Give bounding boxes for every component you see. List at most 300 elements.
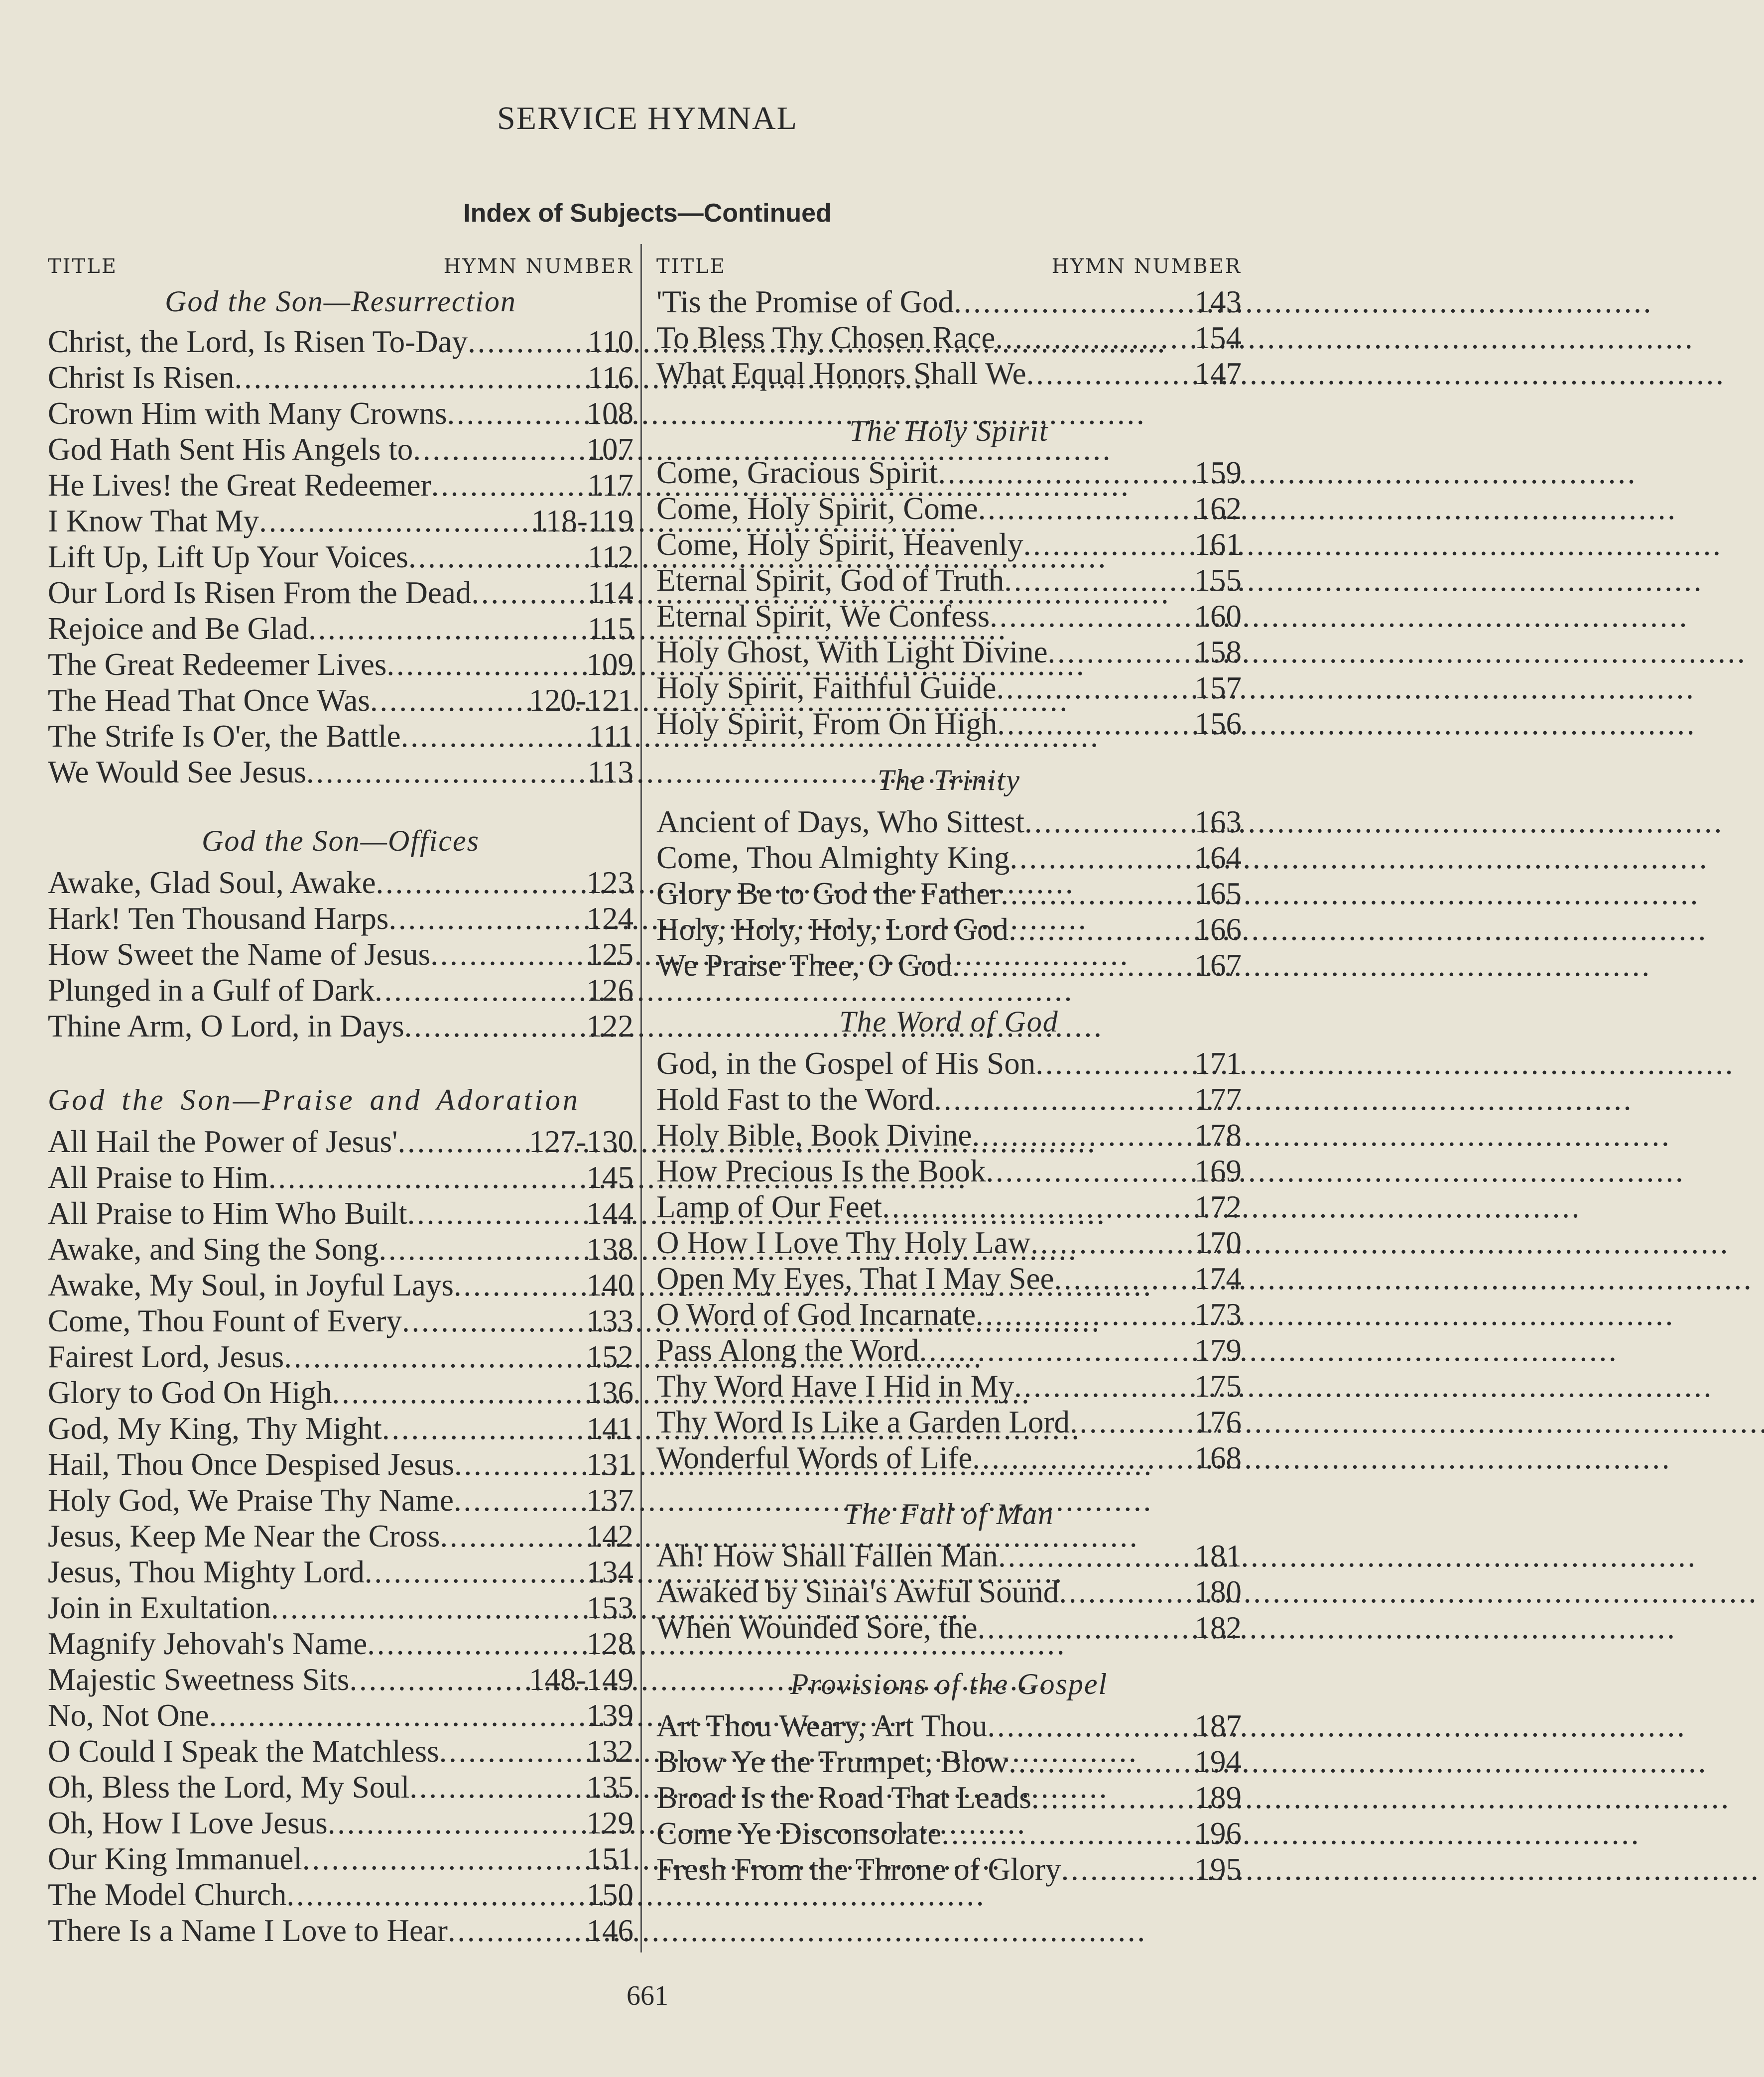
hymn-number: 137 [586,1483,633,1518]
index-entry [656,804,1242,840]
entry-title: Blow Ye the Trumpet, Blow [656,1744,1009,1779]
hymn-number: 180 [1194,1574,1242,1609]
index-entry [48,1590,633,1626]
hymn-number: 110 [587,324,633,359]
index-entry [656,947,1242,983]
hymn-number: 138 [586,1232,633,1267]
leader-dots [997,706,1194,742]
index-entry [48,1913,633,1948]
entry-title: God, My King, Thy Might [48,1411,382,1446]
index-entry [48,936,633,972]
hymn-number: 123 [586,865,633,900]
leader-dots [1054,1261,1194,1297]
hymn-number: 189 [1194,1780,1242,1815]
section-title: The Trinity [877,764,1021,796]
index-entry [48,1160,633,1195]
leader-dots [268,1160,587,1195]
leader-dots [972,1440,1194,1476]
entry-title: Holy Bible, Book Divine [656,1118,972,1153]
entry-title: Holy God, We Praise Thy Name [48,1483,454,1518]
section-title: God the Son—Resurrection [165,285,516,318]
leader-dots [448,1913,587,1948]
index-entry [656,1404,1242,1440]
hymn-number: 148-149 [529,1662,633,1697]
index-entry [48,1339,633,1375]
index-entry [48,575,633,611]
index-entry [656,455,1242,491]
leader-dots [454,1267,587,1303]
leader-dots [404,1008,587,1044]
hymn-number: 166 [1194,912,1242,947]
entry-title: Thy Word Have I Hid in My [656,1369,1014,1404]
index-heading: Index of Subjects—Continued [463,199,832,228]
index-entry [656,1440,1242,1476]
index-entry [48,901,633,936]
index-entry [656,1574,1242,1610]
entry-title: How Sweet the Name of Jesus [48,937,431,972]
index-entry [656,1780,1242,1816]
index-entry [656,1225,1242,1261]
hymn-number: 107 [586,432,633,467]
hymn-number: 115 [587,611,633,646]
index-entry [48,1267,633,1303]
column-header-title: TITLE [48,255,118,278]
index-entry [48,1554,633,1590]
hymn-number: 150 [586,1877,633,1912]
leader-dots [996,670,1194,706]
hymn-number: 177 [1194,1082,1242,1117]
leader-dots [1031,1780,1195,1816]
section-title: Provisions of the Gospel [790,1668,1108,1700]
entry-title: Glory Be to God the Father [656,876,1001,911]
entry-title: God, in the Gospel of His Son [656,1046,1036,1081]
hymn-number: 139 [586,1698,633,1733]
index-entry [656,1117,1242,1153]
leader-dots [447,395,587,431]
leader-dots [365,1554,587,1590]
entry-title: Awake, and Sing the Song [48,1232,379,1267]
index-entry [656,1538,1242,1574]
entry-title: Thine Arm, O Lord, in Days [48,1009,404,1043]
section-list [656,804,1242,983]
entry-title: God Hath Sent His Angels to [48,432,413,467]
leader-dots [398,1124,529,1160]
hymn-number: 165 [1194,876,1242,911]
entry-title: Rejoice and Be Glad [48,611,309,646]
leader-dots [1070,1404,1194,1440]
entry-title: 'Tis the Promise of God [656,284,954,319]
leader-dots [271,1590,587,1626]
index-entry [48,1411,633,1446]
index-entry [656,1744,1242,1780]
leader-dots [401,718,589,754]
hymn-number: 164 [1194,840,1242,875]
section-title: God the Son—Offices [202,824,480,857]
index-entry [656,1708,1242,1744]
leader-dots [998,1538,1195,1574]
leader-dots [468,324,588,360]
leader-dots [471,575,587,611]
hymn-number: 174 [1194,1261,1242,1296]
entry-title: Holy Spirit, Faithful Guide [656,670,997,705]
entry-title: The Model Church [48,1877,287,1912]
entry-title: Our King Immanuel [48,1841,302,1876]
entry-title: Holy Ghost, With Light Divine [656,635,1048,669]
index-entry [656,1851,1242,1887]
entry-title: Ah! How Shall Fallen Man [656,1539,998,1573]
leader-dots [306,754,588,790]
leader-dots [407,1195,587,1231]
leader-dots [386,647,586,682]
hymn-number: 135 [586,1770,633,1805]
section-list [656,1708,1242,1887]
leader-dots [978,1610,1195,1646]
hymn-number: 169 [1194,1154,1242,1188]
leader-dots [308,611,588,647]
index-entry [48,1769,633,1805]
index-entry [656,706,1242,742]
index-entry [656,1816,1242,1851]
index-entry [48,1195,633,1231]
index-entry [656,320,1242,356]
index-entry [48,1446,633,1482]
entry-title: Thy Word Is Like a Garden Lord [656,1405,1070,1439]
left-column [48,249,633,1948]
leader-dots [375,972,586,1008]
section-list [656,284,1242,391]
index-entry [48,1805,633,1841]
index-entry [48,395,633,431]
entry-title: Come, Gracious Spirit [656,455,938,490]
hymn-number: 108 [586,396,633,431]
index-entry [48,682,633,718]
hymn-number: 140 [586,1268,633,1302]
section-list [656,1538,1242,1646]
index-entry [656,526,1242,562]
leader-dots [1001,876,1194,911]
hymn-number: 120-121 [529,683,633,718]
hymn-number: 187 [1194,1708,1242,1743]
entry-title: There Is a Name I Love to Hear [48,1913,448,1948]
leader-dots [1014,1368,1194,1404]
leader-dots [934,1081,1194,1117]
index-entry [48,1231,633,1267]
hymn-number: 170 [1194,1225,1242,1260]
index-entry [48,503,633,539]
entry-title: The Great Redeemer Lives [48,647,387,682]
column-header-number: HYMN NUMBER [1051,255,1242,278]
index-entry [48,360,633,395]
entry-title: Lift Up, Lift Up Your Voices [48,539,408,574]
leader-dots [409,1769,586,1805]
hymn-number: 111 [589,719,633,754]
entry-title: Join in Exultation [48,1590,271,1625]
index-entry [48,1375,633,1411]
leader-dots [430,936,586,972]
leader-dots [952,947,1195,983]
hymn-number: 194 [1194,1744,1242,1779]
leader-dots [413,431,586,467]
leader-dots [938,455,1194,491]
index-entry [48,972,633,1008]
index-entry [656,1189,1242,1225]
index-entry [656,1297,1242,1332]
leader-dots [1008,1744,1194,1780]
index-entry [48,1482,633,1518]
column-header-title: TITLE [656,255,726,278]
entry-title: Lamp of Our Feet [656,1189,882,1224]
hymn-number: 134 [586,1555,633,1589]
hymn-number: 144 [586,1196,633,1231]
entry-title: The Strife Is O'er, the Battle [48,719,401,754]
leader-dots [1048,634,1195,670]
leader-dots [235,360,588,395]
index-entry [48,1626,633,1662]
index-entry [656,356,1242,391]
leader-dots [286,1877,586,1913]
hymn-number: 143 [1194,284,1242,319]
leader-dots [440,1518,586,1554]
hymn-number: 127-130 [529,1124,633,1159]
hymn-number: 132 [586,1734,633,1769]
index-entry [656,1332,1242,1368]
hymn-number: 179 [1194,1333,1242,1368]
index-entry [48,1008,633,1044]
index-entry [48,539,633,575]
index-entry [656,670,1242,706]
leader-dots [919,1332,1195,1368]
entry-title: Glory to God On High [48,1375,332,1410]
hymn-number: 155 [1194,563,1242,598]
page-number: 661 [627,1980,668,2011]
hymn-number: 129 [586,1806,633,1840]
entry-title: All Praise to Him [48,1160,268,1195]
entry-title: All Hail the Power of Jesus' [48,1124,398,1159]
entry-title: To Bless Thy Chosen Race [656,320,996,355]
leader-dots [1035,1045,1194,1081]
entry-title: Holy, Holy, Holy, Lord God [656,912,1008,947]
leader-dots [1023,526,1195,562]
right-column [656,249,1242,1887]
hymn-number: 125 [586,937,633,972]
hymn-number: 126 [586,973,633,1008]
entry-title: All Praise to Him Who Built [48,1196,407,1231]
entry-title: Art Thou Weary, Art Thou [656,1708,988,1743]
entry-title: I Know That My [48,504,259,538]
index-entry [48,647,633,682]
hymn-number: 141 [586,1411,633,1446]
leader-dots [986,1153,1194,1189]
leader-dots [284,1339,586,1375]
section-title: The Fall of Man [844,1498,1054,1531]
hymn-number: 136 [586,1375,633,1410]
entry-title: Fairest Lord, Jesus [48,1339,284,1374]
leader-dots [972,1117,1194,1153]
entry-title: Awaked by Sinai's Awful Sound [656,1574,1059,1609]
entry-title: Hold Fast to the Word [656,1082,934,1117]
entry-title: Majestic Sweetness Sits [48,1662,350,1697]
entry-title: Broad Is the Road That Leads [656,1780,1031,1815]
index-entry [656,284,1242,320]
entry-title: Eternal Spirit, We Confess [656,599,990,634]
entry-title: Eternal Spirit, God of Truth [656,563,1005,598]
leader-dots [954,284,1194,320]
leader-dots [378,1231,586,1267]
entry-title: Magnify Jehovah's Name [48,1626,368,1661]
hymn-number: 161 [1194,527,1242,562]
leader-dots [382,1411,587,1446]
leader-dots [1026,356,1195,391]
entry-title: Come, Thou Fount of Every [48,1303,402,1338]
entry-title: Crown Him with Many Crowns [48,396,447,431]
section-list [48,1124,633,1948]
entry-title: Christ, the Lord, Is Risen To-Day [48,324,468,359]
index-entry [656,1081,1242,1117]
entry-title: No, Not One [48,1698,209,1733]
hymn-number: 131 [586,1447,633,1482]
index-entry [656,1610,1242,1646]
index-entry [48,324,633,360]
leader-dots [882,1189,1194,1225]
entry-title: Come, Thou Almighty King [656,840,1010,875]
index-entry [656,1153,1242,1189]
section-title: God the Son—Praise and Adoration [48,1083,580,1116]
hymn-number: 160 [1194,599,1242,634]
leader-dots [388,901,586,936]
section-list [656,455,1242,742]
entry-title: How Precious Is the Book [656,1154,986,1188]
leader-dots [1024,804,1195,840]
entry-title: Hail, Thou Once Despised Jesus [48,1447,454,1482]
entry-title: Hark! Ten Thousand Harps [48,901,389,936]
hymn-number: 172 [1194,1189,1242,1224]
hymn-number: 167 [1194,948,1242,983]
leader-dots [402,1303,586,1339]
hymn-number: 142 [586,1519,633,1554]
entry-title: Come, Holy Spirit, Heavenly [656,527,1023,562]
hymn-number: 157 [1194,670,1242,705]
index-entry [48,1303,633,1339]
entry-title: Jesus, Thou Mighty Lord [48,1555,365,1589]
entry-title: Come Ye Disconsolate [656,1816,942,1851]
entry-title: O Could I Speak the Matchless [48,1734,439,1769]
entry-title: Fresh From the Throne of Glory [656,1852,1061,1887]
leader-dots [1004,562,1194,598]
entry-title: What Equal Honors Shall We [656,356,1026,391]
index-entry [48,718,633,754]
leader-dots [439,1733,587,1769]
index-entry [656,876,1242,911]
leader-dots [988,1708,1195,1744]
index-entry [48,754,633,790]
hymn-number: 195 [1194,1852,1242,1887]
hymn-number: 196 [1194,1816,1242,1851]
index-entry [48,431,633,467]
hymn-number: 117 [587,468,633,503]
hymn-number: 159 [1194,455,1242,490]
index-entry [48,1733,633,1769]
hymn-number: 168 [1194,1440,1242,1475]
hymn-number: 113 [587,755,633,789]
column-header [48,249,633,284]
entry-title: Christ Is Risen [48,360,235,395]
hymn-number: 112 [587,539,633,574]
section-list [48,324,633,790]
column-header [656,249,1242,284]
leader-dots [376,865,587,901]
index-entry [48,1877,633,1913]
hymn-number: 146 [586,1913,633,1948]
entry-title: Pass Along the Word [656,1333,919,1368]
index-entry [656,598,1242,634]
entry-title: O Word of God Incarnate [656,1297,976,1332]
index-entry [656,911,1242,947]
hymn-number: 175 [1194,1369,1242,1404]
entry-title: O How I Love Thy Holy Law [656,1225,1031,1260]
entry-title: Oh, How I Love Jesus [48,1806,328,1840]
entry-title: Awake, My Soul, in Joyful Lays [48,1268,454,1302]
hymn-number: 171 [1194,1046,1242,1081]
column-header-number: HYMN NUMBER [443,255,633,278]
hymn-number: 109 [586,647,633,682]
index-entry [656,491,1242,526]
leader-dots [1009,840,1194,876]
leader-dots [328,1805,587,1841]
entry-title: Our Lord Is Risen From the Dead [48,575,472,610]
running-head: SERVICE HYMNAL [497,100,798,136]
hymn-number: 151 [586,1841,633,1876]
index-entry [48,1662,633,1697]
leader-dots [302,1841,587,1877]
hymn-number: 118-119 [531,504,633,538]
index-entry [48,1841,633,1877]
entry-title: We Would See Jesus [48,755,306,789]
entry-title: Plunged in a Gulf of Dark [48,973,375,1008]
entry-title: Awake, Glad Soul, Awake [48,865,376,900]
leader-dots [332,1375,586,1411]
index-entry [656,1368,1242,1404]
section-title: The Holy Spirit [849,414,1049,447]
hymn-number: 156 [1194,706,1242,741]
entry-title: The Head That Once Was [48,683,370,718]
hymn-number: 173 [1194,1297,1242,1332]
leader-dots [990,598,1194,634]
index-entry [656,840,1242,876]
leader-dots [976,1297,1194,1332]
hymn-number: 176 [1194,1405,1242,1439]
leader-dots [941,1816,1194,1851]
index-entry [656,634,1242,670]
leader-dots [349,1662,529,1697]
leader-dots [454,1482,587,1518]
leader-dots [209,1697,587,1733]
hymn-number: 128 [586,1626,633,1661]
hymn-number: 116 [587,360,633,395]
entry-title: Jesus, Keep Me Near the Cross [48,1519,440,1554]
leader-dots [1030,1225,1194,1261]
hymn-number: 133 [586,1303,633,1338]
entry-title: Come, Holy Spirit, Come [656,491,978,526]
index-entry [656,562,1242,598]
entry-title: Open My Eyes, That I May See [656,1261,1054,1296]
entry-title: Holy Spirit, From On High [656,706,998,741]
entry-title: We Praise Thee, O God [656,948,952,983]
hymn-number: 158 [1194,635,1242,669]
index-entry [48,865,633,901]
entry-title: Oh, Bless the Lord, My Soul [48,1770,410,1805]
leader-dots [408,539,588,575]
index-entry [656,1261,1242,1297]
